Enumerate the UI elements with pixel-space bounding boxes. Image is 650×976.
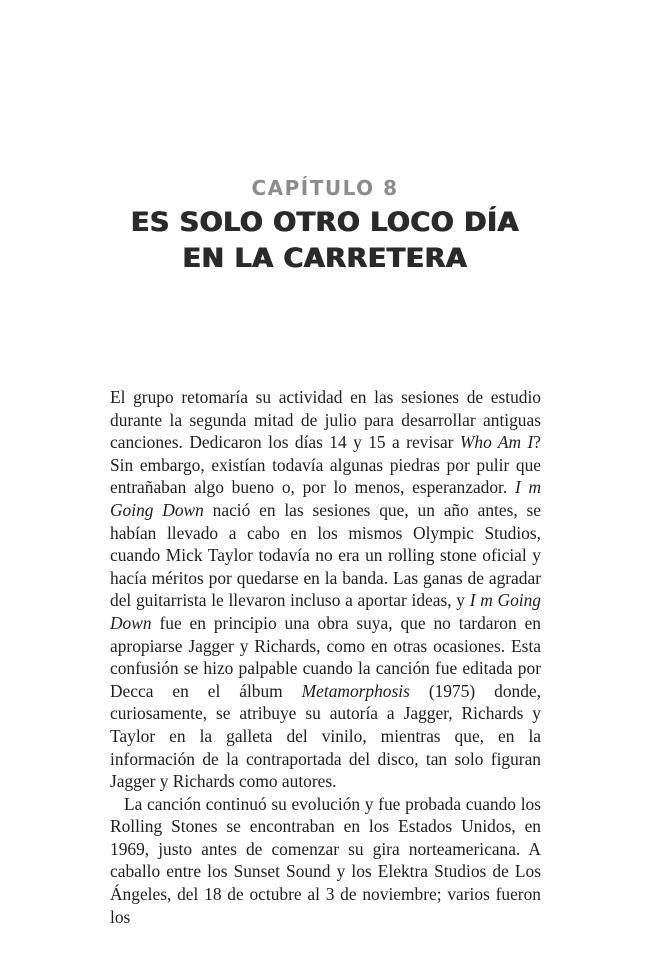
song-title-im-going-down: I m Going Down xyxy=(110,477,542,520)
song-title-im-going-down: I m Going Down xyxy=(110,590,541,633)
text-segment: nació en las sesiones que, un año antes, se habían llevado a cabo en los mismos Olympic Studios, cuando Mick Taylor todavía no era un rolling stone oficial y hacía méritos por quedarse en la banda. Las ganas de agradar del guitarrista le llevaron incluso a aportar ideas, y xyxy=(110,499,542,611)
paragraph-2 xyxy=(110,793,541,929)
song-title-who-am-i: Who Am I xyxy=(459,432,534,453)
chapter-number: CAPÍTULO 8 xyxy=(251,176,399,200)
chapter-title-line-2: EN LA CARRETERA xyxy=(182,243,468,274)
body-text xyxy=(110,386,541,928)
text-segment: (1975) donde, curiosamente, se atribuye su autoría a Jagger, Richards y Taylor en la galleta del vinilo, mientras que, en la información de la contraportada del disco, tan solo figuran Jagger y Richards como autores. xyxy=(110,680,541,792)
text-segment: La canción continuó su evolución y fue probada cuando los Rolling Stones se encontraban en los Estados Unidos, en 1969, justo antes de comenzar su gira norteamericana. A caballo entre los Sunset Sound y los Elektra Studios de Los Ángeles, del 18 de octubre al 3 de noviembre; varios fueron los xyxy=(110,793,541,927)
album-title-metamorphosis: Metamorphosis xyxy=(301,680,410,701)
chapter-title-line-1: ES SOLO OTRO LOCO DÍA xyxy=(130,207,519,238)
paragraph-1 xyxy=(110,386,541,793)
text-segment: fue en principio una obra suya, que no tardaron en apropiarse Jagger y Richards, como en otras ocasiones. Esta confusión se hizo palpable cuando la canción fue editada por Decca en el álbum xyxy=(110,612,541,701)
text-segment: El grupo retomaría su actividad en las sesiones de estudio durante la segunda mitad de julio para desarrollar antiguas canciones. Dedicaron los días 14 y 15 a revisar xyxy=(110,387,541,453)
chapter-title xyxy=(0,205,650,277)
text-segment: ? Sin embargo, existían todavía algunas piedras por pulir que entrañaban algo bueno o, por lo menos, esperanzador. xyxy=(110,432,542,498)
